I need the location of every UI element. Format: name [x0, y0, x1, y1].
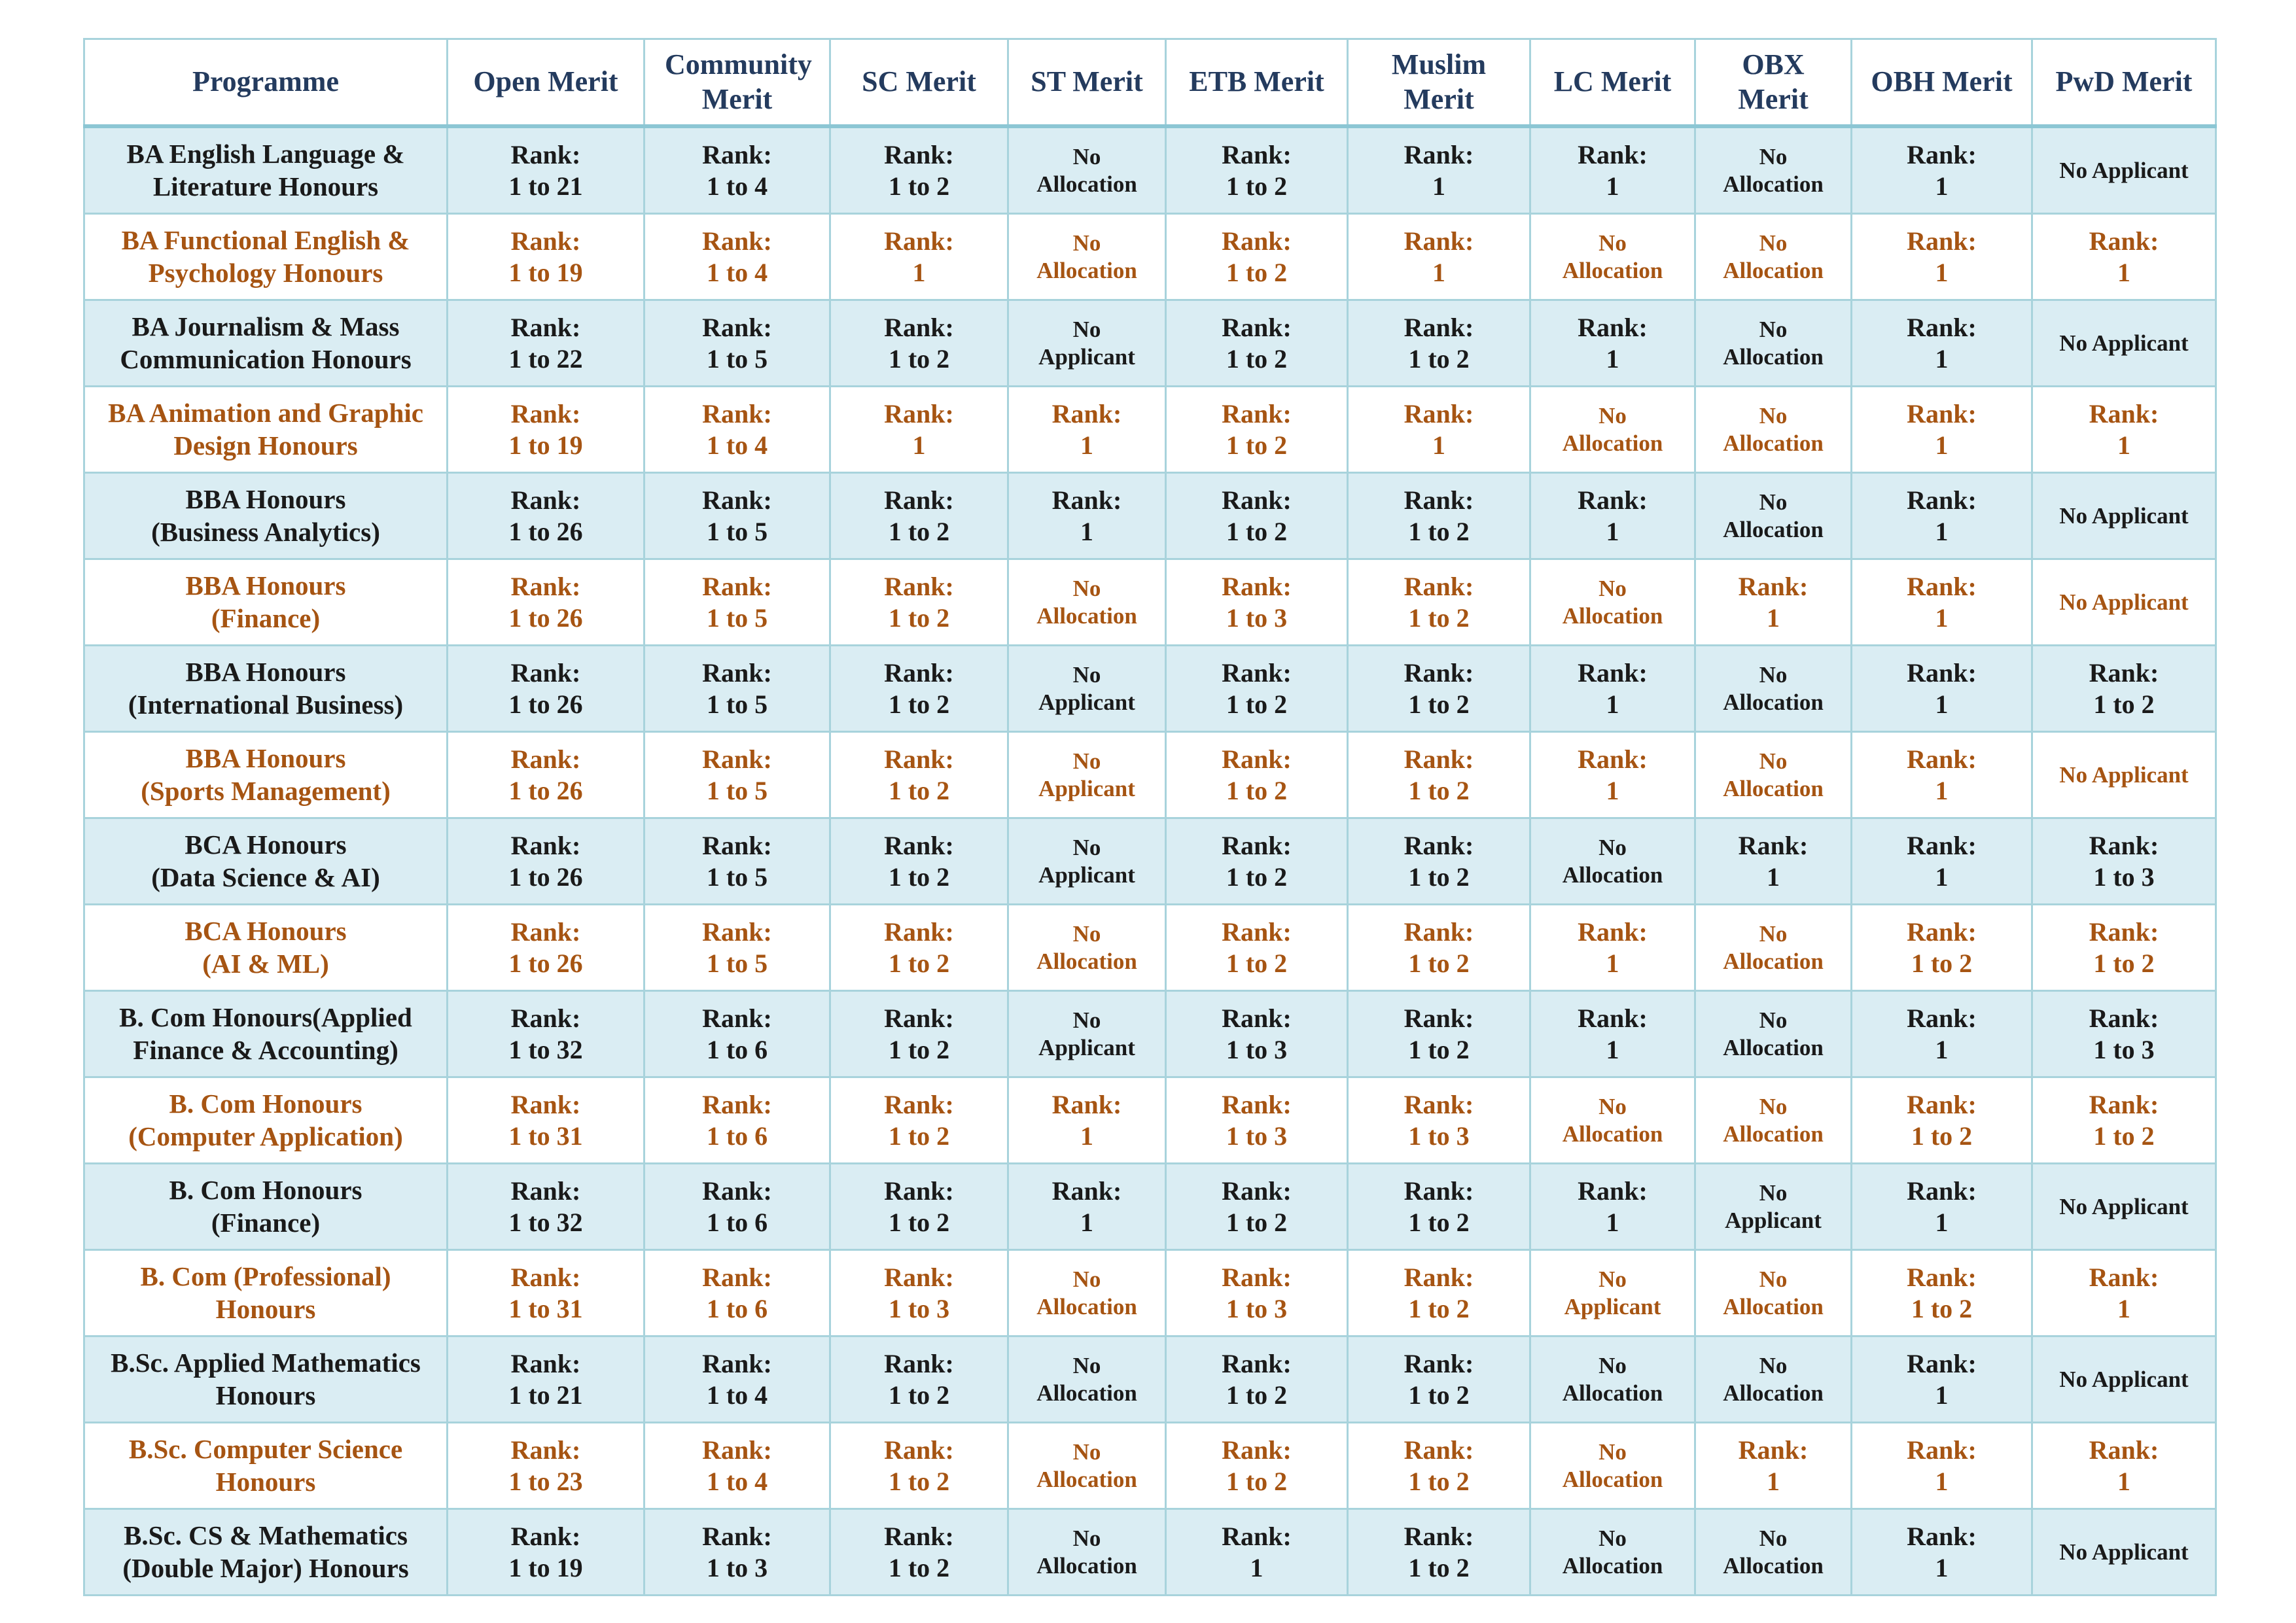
st-merit-cell: No Allocation — [1008, 905, 1166, 991]
obx-merit-cell: No Allocation — [1695, 126, 1852, 214]
header-sc-merit: SC Merit — [830, 39, 1008, 127]
pwd-merit-cell: No Applicant — [2032, 1509, 2216, 1596]
etb-merit-cell: Rank: 1 to 2 — [1166, 1164, 1348, 1250]
st-merit-cell: No Allocation — [1008, 126, 1166, 214]
programme-cell: BA Animation and Graphic Design Honours — [84, 387, 448, 473]
muslim-merit-cell: Rank: 1 to 2 — [1348, 818, 1530, 905]
open-merit-cell: Rank: 1 to 26 — [448, 473, 645, 559]
table-row — [84, 1423, 2216, 1509]
sc-merit-cell: Rank: 1 to 2 — [830, 126, 1008, 214]
muslim-merit-cell: Rank: 1 to 2 — [1348, 905, 1530, 991]
muslim-merit-cell: Rank: 1 — [1348, 214, 1530, 300]
lc-merit-cell: No Allocation — [1530, 387, 1695, 473]
etb-merit-cell: Rank: 1 to 3 — [1166, 1250, 1348, 1336]
header-community-merit: Community Merit — [645, 39, 830, 127]
etb-merit-cell: Rank: 1 to 3 — [1166, 559, 1348, 646]
st-merit-cell: Rank: 1 — [1008, 473, 1166, 559]
programme-cell: BA Journalism & Mass Communication Honours — [84, 300, 448, 387]
pwd-merit-cell: No Applicant — [2032, 473, 2216, 559]
sc-merit-cell: Rank: 1 to 2 — [830, 646, 1008, 732]
community-merit-cell: Rank: 1 to 4 — [645, 214, 830, 300]
lc-merit-cell: No Allocation — [1530, 1336, 1695, 1423]
header-st-merit: ST Merit — [1008, 39, 1166, 127]
pwd-merit-cell: No Applicant — [2032, 300, 2216, 387]
programme-cell: BBA Honours (Sports Management) — [84, 732, 448, 818]
open-merit-cell: Rank: 1 to 26 — [448, 559, 645, 646]
open-merit-cell: Rank: 1 to 21 — [448, 126, 645, 214]
table-row — [84, 1509, 2216, 1596]
table-row — [84, 1250, 2216, 1336]
programme-cell: BA Functional English & Psychology Honours — [84, 214, 448, 300]
etb-merit-cell: Rank: 1 to 2 — [1166, 214, 1348, 300]
obx-merit-cell: No Allocation — [1695, 991, 1852, 1077]
sc-merit-cell: Rank: 1 to 2 — [830, 1077, 1008, 1164]
obx-merit-cell: Rank: 1 — [1695, 559, 1852, 646]
obh-merit-cell: Rank: 1 to 2 — [1852, 1250, 2032, 1336]
st-merit-cell: No Allocation — [1008, 214, 1166, 300]
obx-merit-cell: No Allocation — [1695, 214, 1852, 300]
programme-cell: BBA Honours (Finance) — [84, 559, 448, 646]
header-row — [84, 39, 2216, 127]
lc-merit-cell: Rank: 1 — [1530, 905, 1695, 991]
lc-merit-cell: No Allocation — [1530, 1509, 1695, 1596]
etb-merit-cell: Rank: 1 to 2 — [1166, 646, 1348, 732]
pwd-merit-cell: No Applicant — [2032, 559, 2216, 646]
sc-merit-cell: Rank: 1 to 2 — [830, 818, 1008, 905]
muslim-merit-cell: Rank: 1 to 2 — [1348, 1250, 1530, 1336]
sc-merit-cell: Rank: 1 to 2 — [830, 559, 1008, 646]
obh-merit-cell: Rank: 1 — [1852, 300, 2032, 387]
obx-merit-cell: No Allocation — [1695, 1336, 1852, 1423]
obh-merit-cell: Rank: 1 to 2 — [1852, 1077, 2032, 1164]
sc-merit-cell: Rank: 1 to 3 — [830, 1250, 1008, 1336]
merit-rank-sheet — [83, 38, 2215, 1596]
st-merit-cell: No Applicant — [1008, 818, 1166, 905]
etb-merit-cell: Rank: 1 to 2 — [1166, 126, 1348, 214]
st-merit-cell: No Allocation — [1008, 559, 1166, 646]
etb-merit-cell: Rank: 1 to 2 — [1166, 1423, 1348, 1509]
st-merit-cell: No Applicant — [1008, 300, 1166, 387]
table-row — [84, 300, 2216, 387]
table-row — [84, 1164, 2216, 1250]
table-row — [84, 732, 2216, 818]
st-merit-cell: No Allocation — [1008, 1509, 1166, 1596]
pwd-merit-cell: Rank: 1 — [2032, 1250, 2216, 1336]
obh-merit-cell: Rank: 1 — [1852, 214, 2032, 300]
etb-merit-cell: Rank: 1 — [1166, 1509, 1348, 1596]
programme-cell: B.Sc. Computer Science Honours — [84, 1423, 448, 1509]
community-merit-cell: Rank: 1 to 4 — [645, 387, 830, 473]
sc-merit-cell: Rank: 1 to 2 — [830, 991, 1008, 1077]
lc-merit-cell: No Allocation — [1530, 818, 1695, 905]
lc-merit-cell: Rank: 1 — [1530, 991, 1695, 1077]
sc-merit-cell: Rank: 1 to 2 — [830, 473, 1008, 559]
obx-merit-cell: No Allocation — [1695, 1250, 1852, 1336]
pwd-merit-cell: Rank: 1 to 2 — [2032, 905, 2216, 991]
community-merit-cell: Rank: 1 to 5 — [645, 905, 830, 991]
obh-merit-cell: Rank: 1 — [1852, 732, 2032, 818]
sc-merit-cell: Rank: 1 to 2 — [830, 300, 1008, 387]
obx-merit-cell: No Allocation — [1695, 1077, 1852, 1164]
pwd-merit-cell: No Applicant — [2032, 126, 2216, 214]
open-merit-cell: Rank: 1 to 31 — [448, 1250, 645, 1336]
merit-allocation-table — [83, 38, 2217, 1596]
open-merit-cell: Rank: 1 to 19 — [448, 1509, 645, 1596]
obh-merit-cell: Rank: 1 — [1852, 818, 2032, 905]
etb-merit-cell: Rank: 1 to 2 — [1166, 818, 1348, 905]
obx-merit-cell: No Allocation — [1695, 387, 1852, 473]
muslim-merit-cell: Rank: 1 to 2 — [1348, 300, 1530, 387]
muslim-merit-cell: Rank: 1 to 2 — [1348, 473, 1530, 559]
obx-merit-cell: Rank: 1 — [1695, 818, 1852, 905]
muslim-merit-cell: Rank: 1 to 2 — [1348, 559, 1530, 646]
community-merit-cell: Rank: 1 to 5 — [645, 818, 830, 905]
obh-merit-cell: Rank: 1 — [1852, 387, 2032, 473]
pwd-merit-cell: No Applicant — [2032, 1336, 2216, 1423]
header-etb-merit: ETB Merit — [1166, 39, 1348, 127]
etb-merit-cell: Rank: 1 to 2 — [1166, 1336, 1348, 1423]
st-merit-cell: No Allocation — [1008, 1250, 1166, 1336]
community-merit-cell: Rank: 1 to 4 — [645, 1336, 830, 1423]
community-merit-cell: Rank: 1 to 5 — [645, 473, 830, 559]
open-merit-cell: Rank: 1 to 32 — [448, 1164, 645, 1250]
obh-merit-cell: Rank: 1 — [1852, 1423, 2032, 1509]
etb-merit-cell: Rank: 1 to 2 — [1166, 732, 1348, 818]
lc-merit-cell: No Applicant — [1530, 1250, 1695, 1336]
table-row — [84, 126, 2216, 214]
community-merit-cell: Rank: 1 to 5 — [645, 559, 830, 646]
st-merit-cell: Rank: 1 — [1008, 1077, 1166, 1164]
table-row — [84, 991, 2216, 1077]
header-pwd-merit: PwD Merit — [2032, 39, 2216, 127]
lc-merit-cell: No Allocation — [1530, 1423, 1695, 1509]
lc-merit-cell: No Allocation — [1530, 1077, 1695, 1164]
open-merit-cell: Rank: 1 to 26 — [448, 732, 645, 818]
programme-cell: BBA Honours (Business Analytics) — [84, 473, 448, 559]
sc-merit-cell: Rank: 1 — [830, 214, 1008, 300]
muslim-merit-cell: Rank: 1 to 2 — [1348, 646, 1530, 732]
muslim-merit-cell: Rank: 1 to 2 — [1348, 1509, 1530, 1596]
open-merit-cell: Rank: 1 to 26 — [448, 646, 645, 732]
table-row — [84, 1336, 2216, 1423]
obh-merit-cell: Rank: 1 — [1852, 1336, 2032, 1423]
muslim-merit-cell: Rank: 1 to 2 — [1348, 1336, 1530, 1423]
etb-merit-cell: Rank: 1 to 3 — [1166, 991, 1348, 1077]
sc-merit-cell: Rank: 1 to 2 — [830, 732, 1008, 818]
obx-merit-cell: No Allocation — [1695, 646, 1852, 732]
st-merit-cell: No Applicant — [1008, 991, 1166, 1077]
obx-merit-cell: Rank: 1 — [1695, 1423, 1852, 1509]
programme-cell: B. Com Honours(Applied Finance & Accounting) — [84, 991, 448, 1077]
community-merit-cell: Rank: 1 to 4 — [645, 126, 830, 214]
open-merit-cell: Rank: 1 to 19 — [448, 214, 645, 300]
pwd-merit-cell: No Applicant — [2032, 1164, 2216, 1250]
muslim-merit-cell: Rank: 1 to 2 — [1348, 991, 1530, 1077]
etb-merit-cell: Rank: 1 to 2 — [1166, 473, 1348, 559]
table-row — [84, 1077, 2216, 1164]
lc-merit-cell: Rank: 1 — [1530, 473, 1695, 559]
table-row — [84, 387, 2216, 473]
programme-cell: B. Com (Professional) Honours — [84, 1250, 448, 1336]
community-merit-cell: Rank: 1 to 6 — [645, 1164, 830, 1250]
lc-merit-cell: Rank: 1 — [1530, 732, 1695, 818]
pwd-merit-cell: No Applicant — [2032, 732, 2216, 818]
obx-merit-cell: No Allocation — [1695, 732, 1852, 818]
pwd-merit-cell: Rank: 1 to 2 — [2032, 646, 2216, 732]
etb-merit-cell: Rank: 1 to 2 — [1166, 905, 1348, 991]
etb-merit-cell: Rank: 1 to 2 — [1166, 300, 1348, 387]
programme-cell: B. Com Honours (Finance) — [84, 1164, 448, 1250]
community-merit-cell: Rank: 1 to 6 — [645, 1077, 830, 1164]
table-row — [84, 473, 2216, 559]
table-row — [84, 214, 2216, 300]
st-merit-cell: No Applicant — [1008, 646, 1166, 732]
obx-merit-cell: No Allocation — [1695, 1509, 1852, 1596]
sc-merit-cell: Rank: 1 to 2 — [830, 1336, 1008, 1423]
obx-merit-cell: No Allocation — [1695, 300, 1852, 387]
obh-merit-cell: Rank: 1 to 2 — [1852, 905, 2032, 991]
sc-merit-cell: Rank: 1 — [830, 387, 1008, 473]
obx-merit-cell: No Allocation — [1695, 905, 1852, 991]
obh-merit-cell: Rank: 1 — [1852, 473, 2032, 559]
muslim-merit-cell: Rank: 1 to 2 — [1348, 1164, 1530, 1250]
community-merit-cell: Rank: 1 to 5 — [645, 732, 830, 818]
obh-merit-cell: Rank: 1 — [1852, 126, 2032, 214]
lc-merit-cell: Rank: 1 — [1530, 1164, 1695, 1250]
lc-merit-cell: Rank: 1 — [1530, 126, 1695, 214]
lc-merit-cell: Rank: 1 — [1530, 300, 1695, 387]
sc-merit-cell: Rank: 1 to 2 — [830, 1509, 1008, 1596]
st-merit-cell: No Allocation — [1008, 1336, 1166, 1423]
programme-cell: BA English Language & Literature Honours — [84, 126, 448, 214]
open-merit-cell: Rank: 1 to 22 — [448, 300, 645, 387]
open-merit-cell: Rank: 1 to 21 — [448, 1336, 645, 1423]
open-merit-cell: Rank: 1 to 31 — [448, 1077, 645, 1164]
community-merit-cell: Rank: 1 to 6 — [645, 991, 830, 1077]
st-merit-cell: No Applicant — [1008, 732, 1166, 818]
pwd-merit-cell: Rank: 1 — [2032, 1423, 2216, 1509]
open-merit-cell: Rank: 1 to 32 — [448, 991, 645, 1077]
obx-merit-cell: No Allocation — [1695, 473, 1852, 559]
lc-merit-cell: No Allocation — [1530, 214, 1695, 300]
community-merit-cell: Rank: 1 to 5 — [645, 646, 830, 732]
obh-merit-cell: Rank: 1 — [1852, 1509, 2032, 1596]
header-open-merit: Open Merit — [448, 39, 645, 127]
st-merit-cell: Rank: 1 — [1008, 1164, 1166, 1250]
pwd-merit-cell: Rank: 1 to 2 — [2032, 1077, 2216, 1164]
obh-merit-cell: Rank: 1 — [1852, 646, 2032, 732]
programme-cell: B.Sc. Applied Mathematics Honours — [84, 1336, 448, 1423]
pwd-merit-cell: Rank: 1 — [2032, 214, 2216, 300]
open-merit-cell: Rank: 1 to 23 — [448, 1423, 645, 1509]
muslim-merit-cell: Rank: 1 to 3 — [1348, 1077, 1530, 1164]
community-merit-cell: Rank: 1 to 4 — [645, 1423, 830, 1509]
programme-cell: BCA Honours (AI & ML) — [84, 905, 448, 991]
header-programme: Programme — [84, 39, 448, 127]
muslim-merit-cell: Rank: 1 to 2 — [1348, 1423, 1530, 1509]
sc-merit-cell: Rank: 1 to 2 — [830, 905, 1008, 991]
community-merit-cell: Rank: 1 to 6 — [645, 1250, 830, 1336]
etb-merit-cell: Rank: 1 to 3 — [1166, 1077, 1348, 1164]
community-merit-cell: Rank: 1 to 3 — [645, 1509, 830, 1596]
open-merit-cell: Rank: 1 to 26 — [448, 818, 645, 905]
table-row — [84, 559, 2216, 646]
muslim-merit-cell: Rank: 1 — [1348, 126, 1530, 214]
muslim-merit-cell: Rank: 1 to 2 — [1348, 732, 1530, 818]
sc-merit-cell: Rank: 1 to 2 — [830, 1423, 1008, 1509]
obh-merit-cell: Rank: 1 — [1852, 991, 2032, 1077]
table-row — [84, 646, 2216, 732]
programme-cell: B. Com Honours (Computer Application) — [84, 1077, 448, 1164]
st-merit-cell: Rank: 1 — [1008, 387, 1166, 473]
community-merit-cell: Rank: 1 to 5 — [645, 300, 830, 387]
open-merit-cell: Rank: 1 to 19 — [448, 387, 645, 473]
lc-merit-cell: Rank: 1 — [1530, 646, 1695, 732]
open-merit-cell: Rank: 1 to 26 — [448, 905, 645, 991]
programme-cell: B.Sc. CS & Mathematics (Double Major) Honours — [84, 1509, 448, 1596]
pwd-merit-cell: Rank: 1 to 3 — [2032, 818, 2216, 905]
pwd-merit-cell: Rank: 1 — [2032, 387, 2216, 473]
lc-merit-cell: No Allocation — [1530, 559, 1695, 646]
header-muslim-merit: Muslim Merit — [1348, 39, 1530, 127]
programme-cell: BBA Honours (International Business) — [84, 646, 448, 732]
etb-merit-cell: Rank: 1 to 2 — [1166, 387, 1348, 473]
table-row — [84, 905, 2216, 991]
header-lc-merit: LC Merit — [1530, 39, 1695, 127]
obh-merit-cell: Rank: 1 — [1852, 1164, 2032, 1250]
obx-merit-cell: No Applicant — [1695, 1164, 1852, 1250]
header-obh-merit: OBH Merit — [1852, 39, 2032, 127]
muslim-merit-cell: Rank: 1 — [1348, 387, 1530, 473]
pwd-merit-cell: Rank: 1 to 3 — [2032, 991, 2216, 1077]
st-merit-cell: No Allocation — [1008, 1423, 1166, 1509]
sc-merit-cell: Rank: 1 to 2 — [830, 1164, 1008, 1250]
header-obx-merit: OBX Merit — [1695, 39, 1852, 127]
table-row — [84, 818, 2216, 905]
obh-merit-cell: Rank: 1 — [1852, 559, 2032, 646]
programme-cell: BCA Honours (Data Science & AI) — [84, 818, 448, 905]
